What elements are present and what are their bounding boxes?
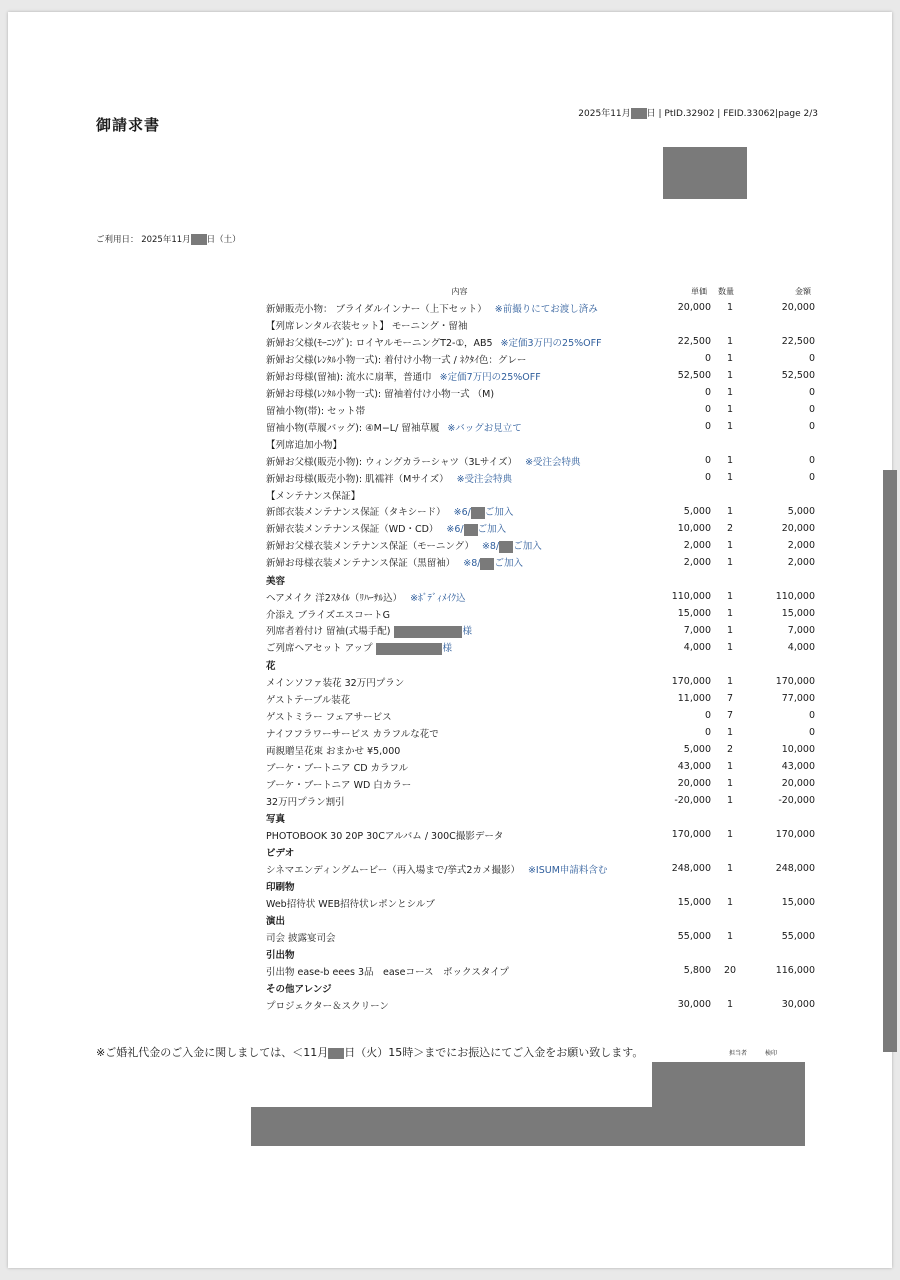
row-description: [262, 352, 661, 366]
row-amount: 55,000: [781, 931, 815, 942]
redaction-block: [251, 1107, 805, 1146]
table-row: [262, 316, 817, 333]
section-row: [262, 979, 817, 996]
row-description: [262, 335, 661, 349]
header-ids: 日 | PtID.32902 | FEID.33062|page 2/3: [646, 109, 818, 119]
row-amount: 110,000: [775, 591, 815, 602]
table-row: [262, 792, 817, 809]
row-description: [262, 896, 661, 910]
row-description: [262, 640, 661, 655]
row-quantity: 7: [726, 693, 734, 704]
description-text: 32万円プラン割引: [266, 796, 345, 808]
row-description: [262, 828, 661, 842]
table-row: [262, 673, 817, 690]
row-description: [262, 743, 661, 757]
header-meta: [578, 106, 818, 119]
row-unit-price: 20,000: [677, 302, 711, 313]
row-quantity: 20: [723, 965, 737, 976]
check-label: 検印: [765, 1050, 778, 1057]
row-description: [262, 845, 661, 859]
section-row: [262, 945, 817, 962]
description-text: 新婦お母様(留袖): 流水に扇華，普通巾: [266, 371, 432, 383]
row-note: ご加入: [494, 558, 523, 570]
table-row: [262, 962, 817, 979]
description-text: 写真: [266, 813, 286, 825]
invoice-table: [262, 283, 817, 1013]
row-description: [262, 521, 661, 536]
table-row: [262, 996, 817, 1013]
row-note: ご加入: [484, 507, 514, 519]
description-text: 印刷物: [266, 881, 295, 893]
row-note: ※6/: [453, 507, 471, 519]
row-quantity: 1: [726, 336, 734, 347]
table-row: [262, 588, 817, 605]
row-unit-price: 110,000: [671, 591, 711, 602]
table-row: [262, 707, 817, 724]
table-row: [262, 860, 817, 877]
row-description: [262, 692, 661, 706]
row-quantity: 1: [726, 676, 734, 687]
row-description: [262, 454, 661, 468]
row-description: [262, 403, 661, 417]
row-description: [262, 709, 661, 723]
row-unit-price: 0: [704, 472, 711, 483]
row-description: [262, 811, 661, 825]
row-note: ※6/: [446, 524, 464, 536]
section-row: [262, 843, 817, 860]
description-text: 美容: [266, 575, 286, 587]
row-amount: 30,000: [781, 999, 815, 1010]
row-note: ※前撮りにてお渡し済み: [494, 303, 598, 315]
description-text: 演出: [266, 915, 286, 927]
row-description: [262, 504, 661, 519]
header-price: 単価: [691, 286, 707, 296]
description-text: シネマエンディングムービー（再入場まで/挙式2カメ撮影）: [266, 864, 520, 876]
description-text: 新婦お母様衣装メンテナンス保証（黒留袖）: [266, 558, 456, 570]
row-unit-price: 15,000: [677, 608, 711, 619]
description-text: 【列席レンタル衣装セット】 モーニング・留袖: [266, 320, 468, 332]
row-quantity: 1: [726, 778, 734, 789]
row-unit-price: 4,000: [683, 642, 711, 653]
row-amount: 22,500: [781, 336, 815, 347]
row-amount: 2,000: [787, 540, 815, 551]
row-amount: 2,000: [787, 557, 815, 568]
row-unit-price: 0: [704, 710, 711, 721]
row-description: [262, 538, 661, 553]
row-note: ※8/: [481, 541, 500, 553]
table-row: [262, 724, 817, 741]
row-description: [262, 318, 661, 332]
row-unit-price: 0: [704, 404, 711, 415]
row-amount: -20,000: [778, 795, 815, 806]
row-amount: 10,000: [781, 744, 815, 755]
description-text: 引出物 ease-b eees 3品 easeコース ボックスタイプ: [266, 966, 509, 978]
row-unit-price: 55,000: [677, 931, 711, 942]
row-description: [262, 437, 661, 451]
description-text: 新婦お父様衣装メンテナンス保証（モーニング）: [266, 541, 474, 553]
table-row: [262, 775, 817, 792]
row-quantity: 1: [726, 472, 734, 483]
row-unit-price: 2,000: [683, 557, 711, 568]
row-note: ※8/: [463, 558, 481, 570]
description-text: ブーケ・ブートニア WD 白カラー: [266, 779, 412, 791]
table-row: [262, 299, 817, 316]
row-quantity: 1: [726, 761, 734, 772]
row-description: [262, 930, 661, 944]
page-title: 御請求書: [96, 116, 161, 134]
row-unit-price: 7,000: [683, 625, 711, 636]
table-row: [262, 894, 817, 911]
table-row: [262, 452, 817, 469]
header-desc: 内容: [451, 286, 468, 296]
redaction-block: [652, 1062, 805, 1112]
row-amount: 5,000: [787, 506, 815, 517]
row-unit-price: 0: [704, 353, 711, 364]
row-quantity: 1: [726, 455, 734, 466]
row-unit-price: 22,500: [677, 336, 711, 347]
row-unit-price: 43,000: [677, 761, 711, 772]
description-text: 新婦お母様(ﾚﾝﾀﾙ小物一式): 留袖着付け小物一式 （M): [266, 388, 495, 400]
redaction-block: [663, 147, 747, 199]
section-row: [262, 911, 817, 928]
payment-note-suffix: 日（火）15時＞までにお振込にてご入金をお願い致します。: [344, 1046, 644, 1059]
row-amount: 0: [808, 404, 815, 415]
row-description: [262, 573, 661, 587]
table-body: [262, 299, 817, 1013]
row-amount: 0: [808, 387, 815, 398]
table-row: [262, 639, 817, 656]
table-row: [262, 401, 817, 418]
staff-label: 担当者: [729, 1050, 748, 1057]
table-row: [262, 486, 817, 503]
row-description: [262, 658, 661, 672]
row-description: [262, 913, 661, 927]
table-row: [262, 622, 817, 639]
row-amount: 77,000: [781, 693, 815, 704]
row-unit-price: 0: [704, 727, 711, 738]
row-amount: 0: [808, 727, 815, 738]
usage-date-suffix: 日（土）: [206, 235, 241, 245]
row-note: ご加入: [477, 524, 507, 536]
row-description: [262, 555, 661, 570]
row-description: [262, 760, 661, 774]
approval-labels: [729, 1048, 795, 1057]
row-note: ※定価3万円の25%OFF: [500, 337, 602, 349]
row-note: ※受注会特典: [456, 473, 513, 485]
row-quantity: 2: [726, 523, 734, 534]
table-row: [262, 928, 817, 945]
redaction-block: [471, 507, 485, 519]
description-text: 【列席追加小物】: [266, 439, 343, 451]
row-description: [262, 607, 661, 621]
row-quantity: 1: [726, 625, 734, 636]
row-unit-price: 5,000: [683, 744, 711, 755]
row-description: [262, 879, 661, 893]
row-quantity: 1: [726, 591, 734, 602]
row-amount: 0: [808, 421, 815, 432]
header-qty: 数量: [718, 286, 734, 296]
header-total: 金額: [795, 286, 811, 296]
table-row: [262, 333, 817, 350]
row-description: [262, 964, 661, 978]
row-note: ※ﾎﾞﾃﾞｨﾒｲｸ込: [410, 592, 466, 604]
payment-note-prefix: ※ご婚礼代金のご入金に関しましては、＜11月: [96, 1046, 329, 1059]
row-description: [262, 675, 661, 689]
table-row: [262, 384, 817, 401]
row-unit-price: 20,000: [677, 778, 711, 789]
description-text: 新婦販売小物： ブライダルインナー（上下セット）: [266, 303, 487, 315]
row-description: [262, 471, 661, 485]
row-unit-price: -20,000: [674, 795, 711, 806]
row-note: ご加入: [513, 541, 542, 553]
payment-note: [96, 1044, 643, 1060]
row-quantity: 1: [726, 795, 734, 806]
row-quantity: 1: [726, 931, 734, 942]
description-text: PHOTOBOOK 30 20P 30Cアルバム / 300C撮影データ: [266, 830, 504, 842]
description-text: ビデオ: [266, 847, 295, 859]
row-description: [262, 998, 661, 1012]
redaction-block: [328, 1048, 344, 1059]
row-quantity: 1: [726, 999, 734, 1010]
row-amount: 4,000: [787, 642, 815, 653]
description-text: メインソファ装花 32万円プラン: [266, 677, 405, 689]
description-text: ゲストミラー フェアサービス: [266, 711, 392, 723]
row-note: 様: [462, 626, 472, 638]
description-text: 留袖小物(帯): セット帯: [266, 405, 366, 417]
row-description: [262, 777, 661, 791]
row-unit-price: 0: [704, 421, 711, 432]
table-row: [262, 537, 817, 554]
row-quantity: 1: [726, 540, 734, 551]
row-quantity: 1: [726, 727, 734, 738]
row-quantity: 1: [726, 863, 734, 874]
section-row: [262, 809, 817, 826]
row-note: 様: [442, 643, 452, 655]
row-amount: 0: [808, 710, 815, 721]
description-text: 花: [266, 660, 276, 672]
row-quantity: 2: [726, 744, 734, 755]
row-unit-price: 11,000: [677, 693, 711, 704]
row-amount: 52,500: [781, 370, 815, 381]
row-unit-price: 248,000: [671, 863, 711, 874]
row-quantity: 7: [726, 710, 734, 721]
redaction-block: [376, 643, 442, 655]
row-amount: 7,000: [787, 625, 815, 636]
description-text: 新婦衣装メンテナンス保証（WD・CD）: [266, 524, 439, 536]
table-row: [262, 690, 817, 707]
row-quantity: 1: [726, 557, 734, 568]
row-quantity: 1: [726, 608, 734, 619]
row-description: [262, 301, 661, 315]
description-text: 新婦お母様(販売小物): 肌襦袢（Mサイズ）: [266, 473, 449, 485]
redaction-block: [464, 524, 478, 536]
row-amount: 15,000: [781, 897, 815, 908]
row-unit-price: 0: [704, 455, 711, 466]
row-quantity: 1: [726, 404, 734, 415]
row-description: [262, 947, 661, 961]
row-quantity: 1: [726, 897, 734, 908]
table-row: [262, 741, 817, 758]
redaction-block: [631, 108, 647, 119]
table-row: [262, 520, 817, 537]
row-description: [262, 369, 661, 383]
table-row: [262, 503, 817, 520]
row-quantity: 1: [726, 506, 734, 517]
table-row: [262, 554, 817, 571]
description-text: その他アレンジ: [266, 983, 332, 995]
redaction-block: [480, 558, 494, 570]
row-description: [262, 488, 661, 502]
description-text: 引出物: [266, 949, 295, 961]
row-quantity: 1: [726, 353, 734, 364]
row-description: [262, 726, 661, 740]
row-note: ※バッグお見立て: [447, 422, 522, 434]
description-text: ゲストテーブル装花: [266, 694, 351, 706]
row-unit-price: 0: [704, 387, 711, 398]
description-text: ヘアメイク 洋2ｽﾀｲﾙ（ﾘﾊｰｻﾙ込）: [266, 592, 403, 604]
row-amount: 170,000: [775, 829, 815, 840]
row-unit-price: 52,500: [677, 370, 711, 381]
row-amount: 20,000: [781, 302, 815, 313]
description-text: 新婦お父様(ﾓｰﾆﾝｸﾞ): ロイヤルモーニングT2-①，AB5: [266, 337, 493, 349]
row-description: [262, 794, 661, 808]
description-text: 介添え ブライズエスコートG: [266, 609, 391, 621]
row-note: ※受注会特典: [525, 456, 581, 468]
description-text: ブーケ・ブートニア CD カラフル: [266, 762, 409, 774]
table-row: [262, 350, 817, 367]
description-text: 新郎衣装メンテナンス保証（タキシード）: [266, 507, 446, 519]
row-unit-price: 5,000: [683, 506, 711, 517]
row-amount: 15,000: [781, 608, 815, 619]
row-unit-price: 2,000: [683, 540, 711, 551]
row-unit-price: 170,000: [671, 829, 711, 840]
row-amount: 248,000: [775, 863, 815, 874]
row-description: [262, 623, 661, 638]
section-row: [262, 877, 817, 894]
row-description: [262, 590, 661, 604]
description-text: 【メンテナンス保証】: [266, 490, 361, 502]
row-amount: 170,000: [775, 676, 815, 687]
redaction-block: [499, 541, 513, 553]
row-amount: 20,000: [781, 523, 815, 534]
table-row: [262, 469, 817, 486]
table-header: [262, 283, 817, 299]
table-row: [262, 826, 817, 843]
description-text: 司会 披露宴司会: [266, 932, 336, 944]
description-text: 両親贈呈花束 おまかせ ¥5,000: [266, 745, 401, 757]
row-description: [262, 386, 661, 400]
row-unit-price: 5,800: [683, 965, 711, 976]
row-quantity: 1: [726, 370, 734, 381]
row-note: ※定価7万円の25%OFF: [439, 371, 541, 383]
row-unit-price: 170,000: [671, 676, 711, 687]
description-text: 列席者着付け 留袖(式場手配): [266, 626, 391, 638]
row-quantity: 1: [726, 387, 734, 398]
description-text: 新婦お父様(ﾚﾝﾀﾙ小物一式): 着付け小物一式 / ﾈｸﾀｲ色：グレー: [266, 354, 527, 366]
row-amount: 0: [808, 472, 815, 483]
description-text: Web招待状 WEB招待状レポンとシルブ: [266, 898, 435, 910]
row-note: ※ISUM申請料含む: [527, 864, 608, 876]
description-text: ナイフフラワーサービス カラフルな花で: [266, 728, 439, 740]
table-row: [262, 367, 817, 384]
row-description: [262, 862, 661, 876]
table-row: [262, 605, 817, 622]
description-text: ご列席ヘアセット アップ: [266, 643, 373, 655]
section-row: [262, 656, 817, 673]
description-text: 新婦お父様(販売小物): ウィングカラーシャツ（3Lサイズ）: [266, 456, 518, 468]
scrollbar[interactable]: [883, 470, 897, 1052]
row-quantity: 1: [726, 829, 734, 840]
row-amount: 0: [808, 353, 815, 364]
row-unit-price: 10,000: [677, 523, 711, 534]
row-amount: 43,000: [781, 761, 815, 772]
row-description: [262, 981, 661, 995]
row-description: [262, 420, 661, 434]
row-unit-price: 30,000: [677, 999, 711, 1010]
row-quantity: 1: [726, 302, 734, 313]
description-text: プロジェクター＆スクリーン: [266, 1000, 389, 1012]
description-text: 留袖小物(草履バッグ): ④M−L/ 留袖草履: [266, 422, 440, 434]
redaction-block: [394, 626, 462, 638]
row-amount: 20,000: [781, 778, 815, 789]
table-row: [262, 418, 817, 435]
usage-date: [96, 233, 241, 245]
row-unit-price: 15,000: [677, 897, 711, 908]
row-quantity: 1: [726, 421, 734, 432]
header-date-prefix: 2025年11月: [578, 109, 631, 119]
usage-date-prefix: ご利用日： 2025年11月: [96, 235, 191, 245]
table-row: [262, 435, 817, 452]
row-quantity: 1: [726, 642, 734, 653]
row-amount: 0: [808, 455, 815, 466]
table-row: [262, 758, 817, 775]
row-amount: 116,000: [775, 965, 815, 976]
section-row: [262, 571, 817, 588]
redaction-block: [191, 234, 207, 245]
